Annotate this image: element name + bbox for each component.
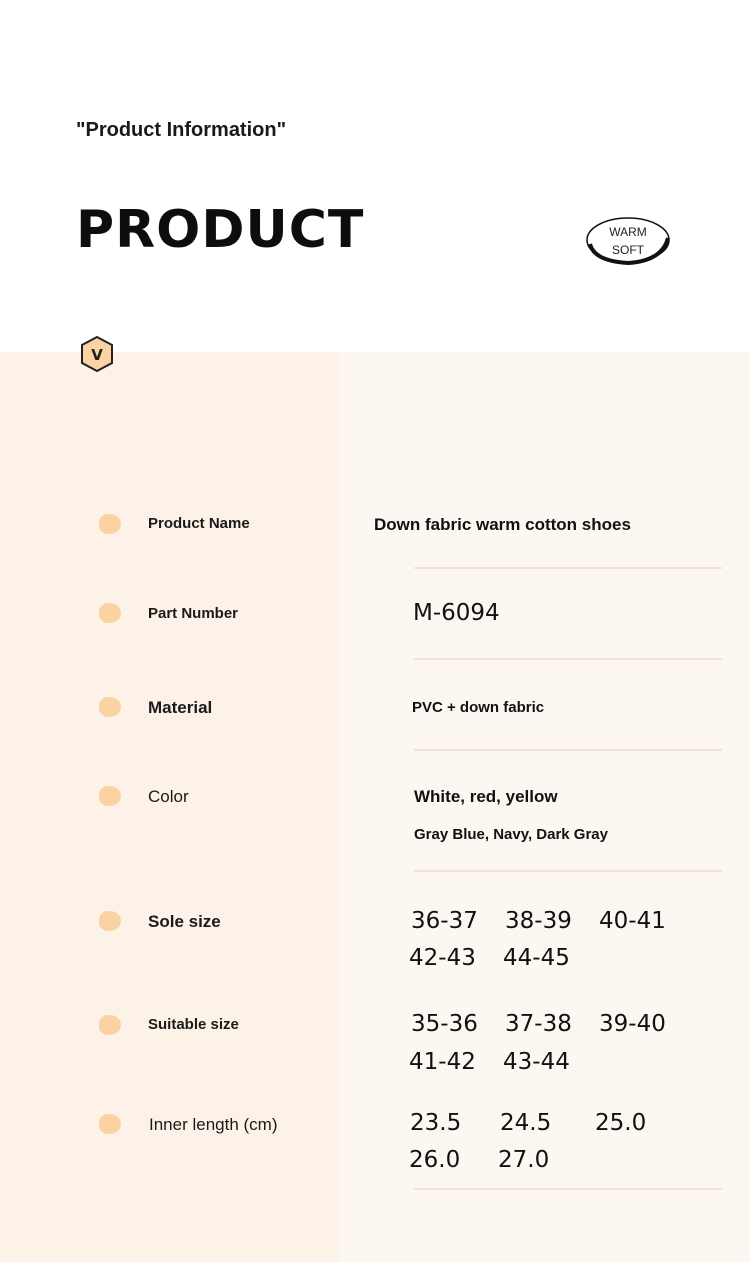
sole-size-label: Sole size [148, 912, 221, 931]
product-name-value: Down fabric warm cotton shoes [374, 515, 631, 534]
sole-size-value: 44-45 [503, 945, 570, 971]
divider [414, 870, 722, 872]
bullet-icon [99, 514, 121, 534]
bullet-icon [99, 1114, 121, 1134]
suitable-size-value: 37-38 [505, 1011, 572, 1037]
suitable-size-value: 35-36 [411, 1011, 478, 1037]
suitable-size-value: 39-40 [599, 1011, 666, 1037]
color-value-1: White, red, yellow [414, 787, 558, 806]
sole-size-value: 42-43 [409, 945, 476, 971]
badge-line-2: SOFT [612, 243, 644, 257]
inner-length-value: 23.5 [410, 1110, 462, 1136]
inner-length-value: 25.0 [595, 1110, 647, 1136]
bullet-icon [99, 697, 121, 717]
v-logo [79, 335, 115, 373]
inner-length-label: Inner length (cm) [149, 1115, 278, 1134]
part-number-label: Part Number [148, 605, 239, 622]
inner-length-value: 24.5 [500, 1110, 552, 1136]
sole-size-value: 36-37 [411, 908, 478, 934]
inner-length-value: 26.0 [409, 1147, 461, 1173]
bullet-icon [99, 603, 121, 623]
suitable-size-label: Suitable size [148, 1016, 239, 1033]
v-hexagon-icon [79, 335, 115, 373]
divider [414, 749, 722, 751]
sole-size-value: 40-41 [599, 908, 666, 934]
page-title: PRODUCT [76, 200, 365, 260]
suitable-size-value: 41-42 [409, 1049, 476, 1075]
badge-line-1: WARM [609, 225, 647, 239]
bullet-icon [99, 786, 121, 806]
bullet-icon [99, 911, 121, 931]
v-logo-letter: V [91, 346, 103, 364]
divider [414, 658, 722, 660]
color-label: Color [148, 787, 189, 806]
material-label: Material [148, 698, 213, 717]
inner-length-value: 27.0 [498, 1147, 550, 1173]
sole-size-value: 38-39 [505, 908, 572, 934]
color-value-2: Gray Blue, Navy, Dark Gray [414, 826, 608, 843]
badge-ellipse-icon [584, 214, 672, 266]
material-value: PVC + down fabric [412, 699, 545, 716]
product-name-label: Product Name [148, 515, 250, 532]
divider [414, 567, 722, 569]
part-number-value: M-6094 [413, 600, 500, 626]
bullet-icon [99, 1015, 121, 1035]
divider [414, 1188, 722, 1190]
section-subtitle: "Product Information" [76, 119, 287, 141]
warm-soft-badge [584, 214, 672, 266]
suitable-size-value: 43-44 [503, 1049, 570, 1075]
